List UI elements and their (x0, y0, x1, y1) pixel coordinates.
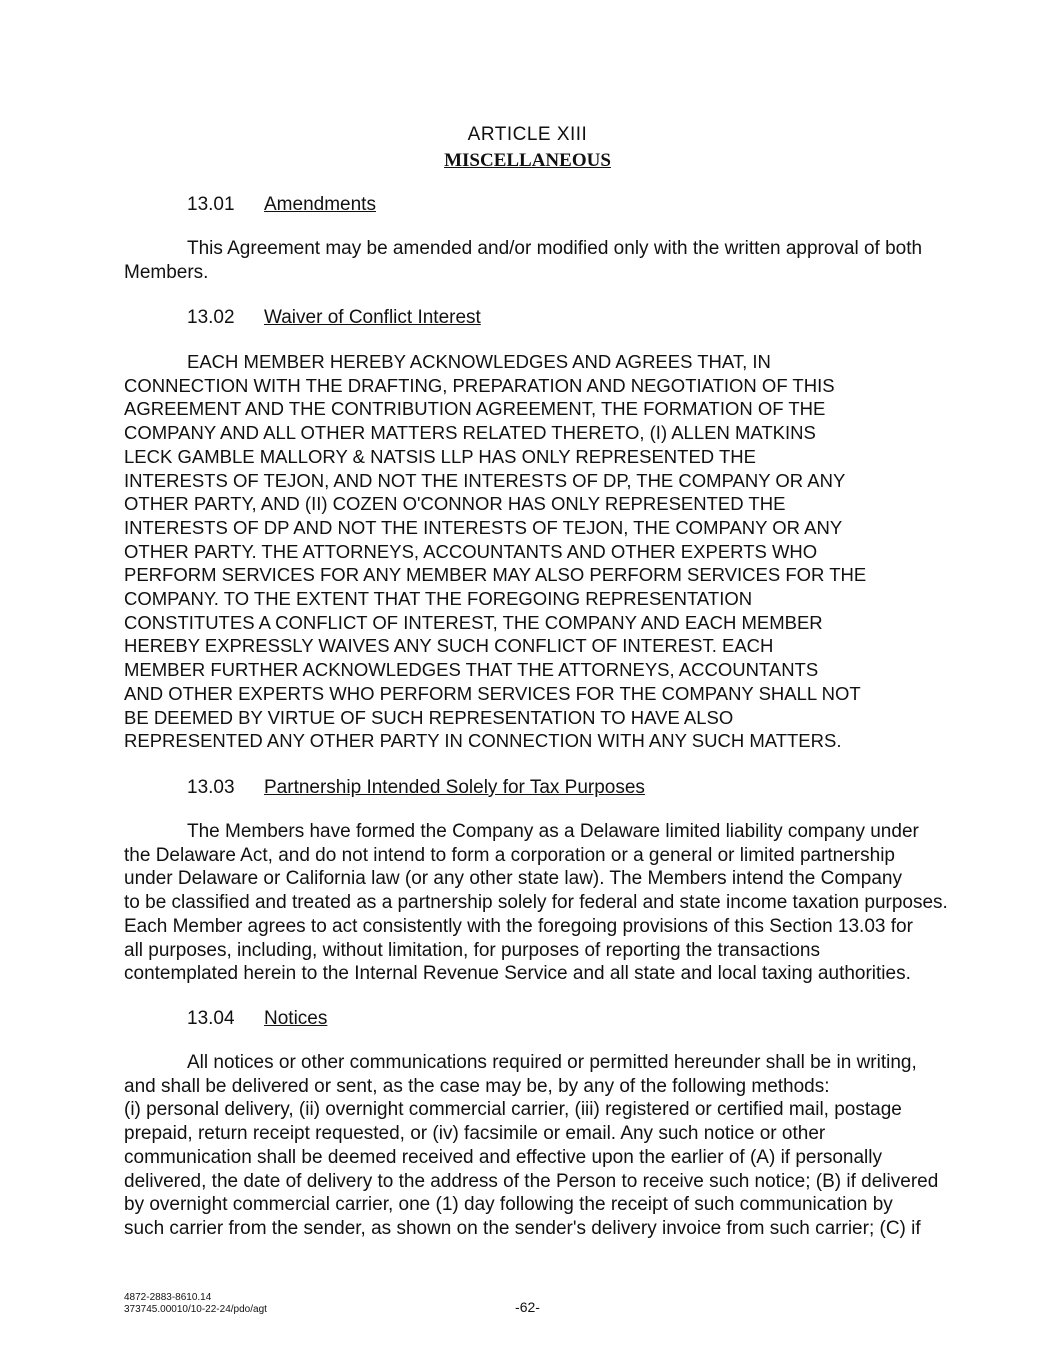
text-line: EACH MEMBER HEREBY ACKNOWLEDGES AND AGREES THAT, IN (187, 351, 771, 372)
text-line: Each Member agrees to act consistently with the foregoing provisions of this Section 13.03 for (124, 915, 913, 937)
text-line: such carrier from the sender, as shown on the sender's delivery invoice from such carrier; (C) if (124, 1217, 921, 1239)
text-line: delivered, the date of delivery to the address of the Person to receive such notice; (B) if delivered (124, 1170, 939, 1192)
text-line: COMPANY AND ALL OTHER MATTERS RELATED THERETO, (I) ALLEN MATKINS (124, 422, 816, 444)
text-line: INTERESTS OF DP AND NOT THE INTERESTS OF TEJON, THE COMPANY OR ANY (124, 516, 843, 538)
text-line: OTHER PARTY, AND (II) COZEN O'CONNOR HAS ONLY REPRESENTED THE (124, 493, 786, 515)
footer-doc-id: 4872-2883-8610.14 (124, 1292, 212, 1303)
section-body-13-04 (124, 1051, 939, 1241)
section-heading-13-02 (187, 306, 481, 329)
text-line: LECK GAMBLE MALLORY & NATSIS LLP HAS ONLY REPRESENTED THE (124, 445, 756, 467)
text-line: to be classified and treated as a partnership solely for federal and state income taxation purposes. (124, 892, 948, 914)
text-line: All notices or other communications required or permitted hereunder shall be in writing, (187, 1052, 917, 1073)
text-line: all purposes, including, without limitation, for purposes of reporting the transactions (124, 939, 820, 961)
text-line: contemplated herein to the Internal Revenue Service and all state and local taxing authorities. (124, 963, 911, 985)
footer-matter-id: 373745.00010/10-22-24/pdo/agt (124, 1304, 267, 1315)
page-number: -62- (515, 1299, 540, 1315)
section-body-13-03 (124, 820, 948, 986)
text-line: This Agreement may be amended and/or modified only with the written approval of both (187, 238, 923, 259)
text-line: AGREEMENT AND THE CONTRIBUTION AGREEMENT, THE FORMATION OF THE (124, 398, 826, 420)
text-line: BE DEEMED BY VIRTUE OF SUCH REPRESENTATION TO HAVE ALSO (124, 706, 734, 728)
text-line: PERFORM SERVICES FOR ANY MEMBER MAY ALSO PERFORM SERVICES FOR THE (124, 564, 867, 586)
text-line: OTHER PARTY. THE ATTORNEYS, ACCOUNTANTS AND OTHER EXPERTS WHO (124, 540, 818, 562)
text-line: prepaid, return receipt requested, or (iv) facsimile or email. Any such notice or other (124, 1123, 826, 1145)
text-line: INTERESTS OF TEJON, AND NOT THE INTERESTS OF DP, THE COMPANY OR ANY (124, 469, 846, 491)
section-title: Waiver of Conflict Interest (264, 307, 481, 328)
section-heading-13-04 (187, 1007, 327, 1030)
section-title: Notices (264, 1008, 328, 1029)
section-number: 13.01 (187, 194, 235, 215)
text-line: communication shall be deemed received and effective upon the earlier of (A) if personally (124, 1146, 882, 1168)
text-line: under Delaware or California law (or any other state law). The Members intend the Company (124, 868, 902, 890)
text-line: HEREBY EXPRESSLY WAIVES ANY SUCH CONFLICT OF INTEREST. EACH (124, 635, 774, 657)
text-line: The Members have formed the Company as a Delaware limited liability company under (187, 821, 919, 842)
text-line: and shall be delivered or sent, as the case may be, by any of the following methods: (124, 1075, 830, 1097)
section-heading-13-01 (187, 193, 376, 216)
section-title: Partnership Intended Solely for Tax Purposes (264, 777, 645, 798)
text-line: CONSTITUTES A CONFLICT OF INTEREST, THE COMPANY AND EACH MEMBER (124, 611, 823, 633)
text-line: REPRESENTED ANY OTHER PARTY IN CONNECTION WITH ANY SUCH MATTERS. (124, 730, 842, 752)
article-title: MISCELLANEOUS (444, 150, 611, 171)
section-number: 13.04 (187, 1008, 235, 1029)
section-number: 13.03 (187, 777, 235, 798)
text-line: the Delaware Act, and do not intend to form a corporation or a general or limited partnership (124, 844, 895, 866)
section-body-13-01 (124, 237, 934, 284)
section-title: Amendments (264, 194, 376, 215)
text-line: (i) personal delivery, (ii) overnight commercial carrier, (iii) registered or certified mail, postage (124, 1099, 902, 1121)
text-line: Members. (124, 261, 209, 283)
text-line: AND OTHER EXPERTS WHO PERFORM SERVICES FOR THE COMPANY SHALL NOT (124, 682, 861, 704)
section-heading-13-03 (187, 776, 645, 799)
text-line: CONNECTION WITH THE DRAFTING, PREPARATION AND NEGOTIATION OF THIS (124, 374, 835, 396)
section-number: 13.02 (187, 307, 235, 328)
text-line: MEMBER FURTHER ACKNOWLEDGES THAT THE ATTORNEYS, ACCOUNTANTS (124, 659, 819, 681)
text-line: by overnight commercial carrier, one (1) day following the receipt of such communication by (124, 1194, 893, 1216)
article-number: ARTICLE XIII (467, 124, 588, 145)
section-body-13-02 (124, 350, 934, 753)
text-line: COMPANY. TO THE EXTENT THAT THE FOREGOING REPRESENTATION (124, 588, 753, 610)
